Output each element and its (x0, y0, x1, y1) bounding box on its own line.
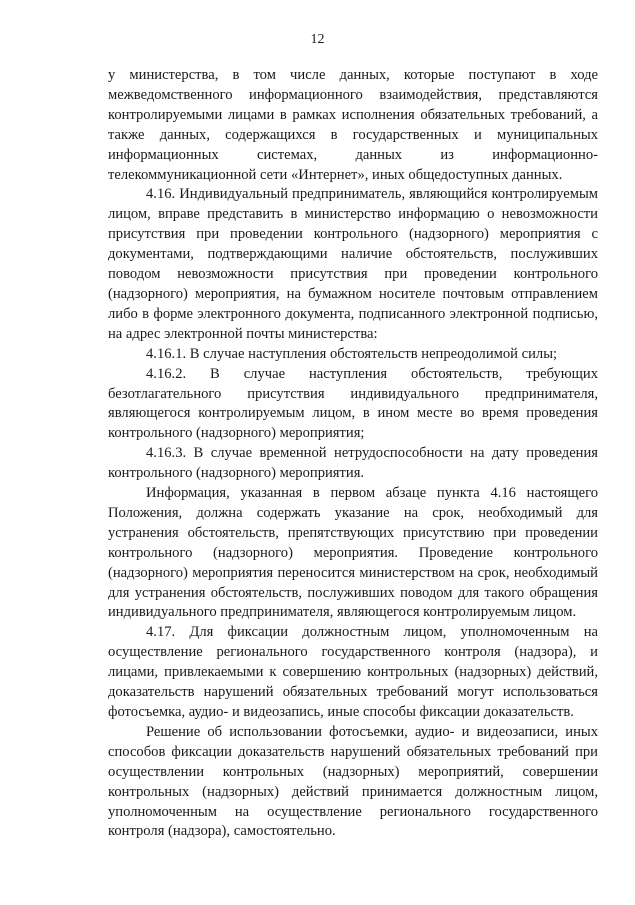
paragraph-continuation: у министерства, в том числе данных, которые поступают в ходе межведомственного информационного взаимодействия, представляются контролируемыми лицами в рамках исполнения обязательных требований, а также данных, содержащихся в государственных и муниципальных информационных системах, данных из информационно-телекоммуникационной сети «Интернет», иных общедоступных данных. (108, 67, 598, 183)
paragraph-4-16-2: 4.16.2. В случае наступления обстоятельств, требующих безотлагательного присутствия индивидуального предпринимателя, являющегося контролируемым лицом, в ином месте во время проведения контрольного (надзорного) мероприятия; (108, 365, 598, 442)
paragraph-information: Информация, указанная в первом абзаце пункта 4.16 настоящего Положения, должна содержать указание на срок, необходимый для устранения обстоятельств, препятствующих присутствию при проведении контрольного (надзорного) мероприятия. Проведение контрольного (надзорного) мероприятия переносится министерством на срок, необходимый для устранения обстоятельств, послуживших поводом для такого обращения индивидуального предпринимателя, являющегося контролируемым лицом. (108, 485, 598, 621)
paragraph-4-16: 4.16. Индивидуальный предприниматель, являющийся контролируемым лицом, вправе представить в министерство информацию о невозможности присутствия при проведении контрольного (надзорного) мероприятия с документами, подтверждающими наличие обстоятельств, послуживших поводом невозможности присутствия при проведении контрольного (надзорного) мероприятия, на бумажном носителе почтовым отправлением либо в форме электронного документа, подписанного электронной подписью, на адрес электронной почты министерства: (108, 186, 598, 342)
paragraph-4-16-3: 4.16.3. В случае временной нетрудоспособности на дату проведения контрольного (надзорного) мероприятия. (108, 445, 598, 482)
paragraph-4-17: 4.17. Для фиксации должностным лицом, уполномоченным на осуществление регионального государственного контроля (надзора), и лицами, привлекаемыми к совершению контрольных (надзорных) действий, доказательств нарушений обязательных требований могут использоваться фотосъемка, аудио- и видеозапись, иные способы фиксации доказательств. (108, 624, 598, 720)
document-body (108, 66, 598, 842)
paragraph-decision: Решение об использовании фотосъемки, аудио- и видеозаписи, иных способов фиксации доказательств нарушений обязательных требований при осуществлении контрольных (надзорных) мероприятий, совершении контрольных (надзорных) действий принимается должностным лицом, уполномоченным на осуществление регионального государственного контроля (надзора), самостоятельно. (108, 723, 598, 840)
paragraph-4-16-1: 4.16.1. В случае наступления обстоятельств непреодолимой силы; (146, 345, 558, 362)
page-number: 12 (310, 32, 325, 47)
